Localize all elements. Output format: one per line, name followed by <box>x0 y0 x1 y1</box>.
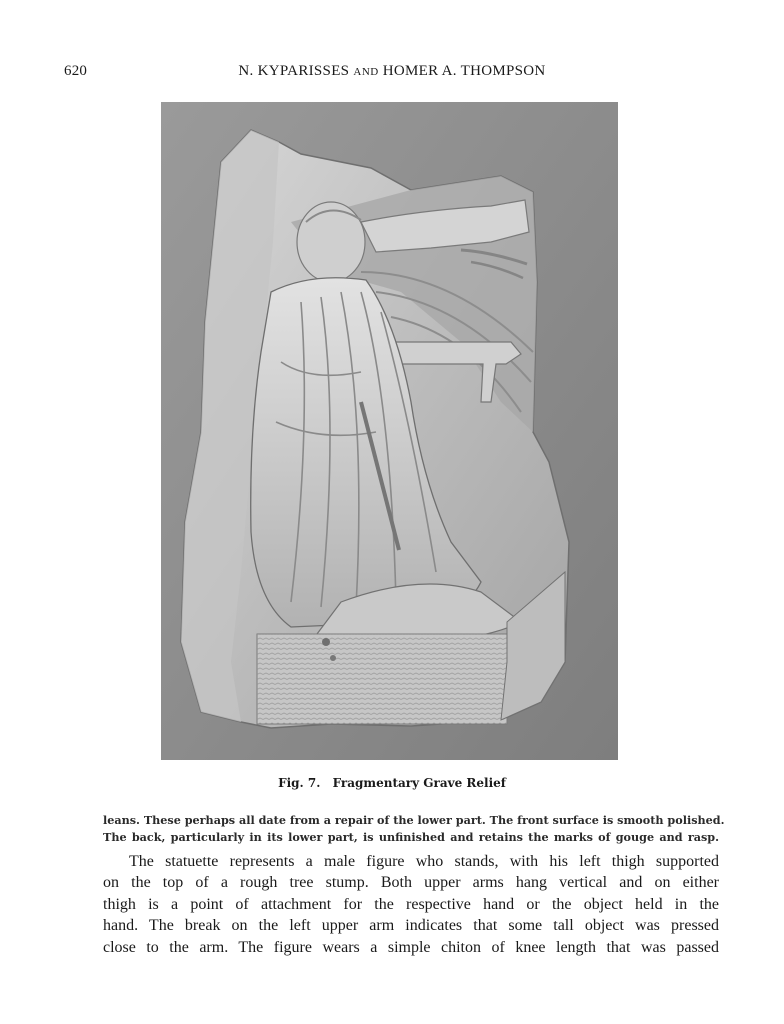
running-head <box>0 63 784 80</box>
figure-title: Fragmentary Grave Relief <box>332 776 506 790</box>
and-word: AND <box>353 66 379 78</box>
body-line: The statuette represents a male figure who stands, with his left thigh supported <box>129 853 719 870</box>
relief-image <box>161 102 618 760</box>
page-number: 620 <box>64 63 88 79</box>
body-line: on the top of a rough tree stump. Both upper arms hang vertical and on either <box>103 874 719 892</box>
footnote-line: The back, particularly in its lower part, is unfinished and retains the marks of gouge and rasp. <box>103 830 719 844</box>
body-paragraph <box>103 851 719 958</box>
figure-photograph <box>161 102 618 760</box>
footnote-line: leans. These perhaps all date from a repair of the lower part. The front surface is smooth polished. <box>103 813 725 827</box>
footnote-paragraph <box>103 812 725 846</box>
body-line: hand. The break on the left upper arm indicates that some tall object was pressed <box>103 917 719 935</box>
body-line: thigh is a point of attachment for the respective hand or the object held in the <box>103 895 719 913</box>
author-2: HOMER A. THOMPSON <box>382 63 546 79</box>
figure-caption <box>0 776 784 790</box>
body-line: close to the arm. The figure wears a simple chiton of knee length that was passed <box>103 938 719 956</box>
author-1: N. KYPARISSES <box>238 63 350 79</box>
figure-label: Fig. 7. <box>278 776 321 790</box>
figure-head <box>297 202 365 282</box>
